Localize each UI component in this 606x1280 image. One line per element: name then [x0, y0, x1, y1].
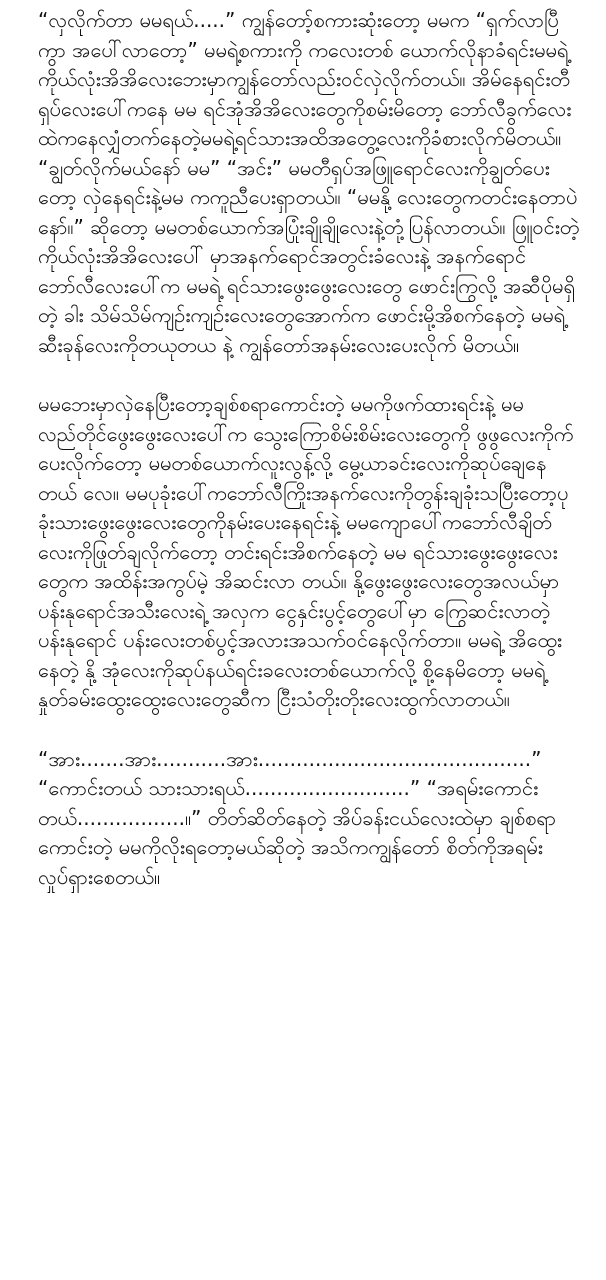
paragraph-2: မမဘေးမှာလှဲနေပြီးတော့ချစ်စရာကောင်းတဲ့ မမကိုဖက်ထားရင်းနဲ့ မမလည်တိုင်ဖွေးဖွေးလေးပေါ်က သွေးကြောစိမ်းစိမ်းလေးတွေကို ဖွဖွလေးကိုက်ပေးလိုက်တော့ မမတစ်ယောက်လူးလွန့်လို့ မွေ့ယာခင်းလေးကိုဆုပ်ချေနေတယ် လေ။ မမပုခုံးပေါ်ကဘော်လီကြိုးအနက်လေးကိုတွန်းချခုံးသပြီးတော့ပုခုံးသားဖွေးဖွေးလေးတွေကိုနမ်းပေးနေရင်းနဲ့ မမကျောပေါ်ကဘော်လီချိတ်လေးကိုဖြုတ်ချလိုက်တော့ တင်းရင်းအိစက်နေတဲ့ မမ ရင်သားဖွေးဖွေးလေးတွေက အထိန်းအကွပ်မဲ့ အိဆင်းလာ တယ်။ နို့ဖွေးဖွေးလေးတွေအလယ်မှာပန်းနုရောင်အသီးလေးရဲ့ အလှက ငွေနှင်းပွင့်တွေပေါ်မှာ ကြွေဆင်းလာတဲ့ပန်းနုရောင် ပန်းလေးတစ်ပွင့်အလားအသက်ဝင်နေလိုက်တာ။ မမရဲ့ အိထွေးနေတဲ့ နို့ အုံလေးကိုဆုပ်နယ်ရင်းခလေးတစ်ယောက်လို့ စို့နေမိတော့ မမရဲ့ နှုတ်ခမ်းထွေးထွေးလေးတွေဆီက ငြီးသံတိုးတိုးလေးထွက်လာတယ်။ [38, 392, 574, 711]
paragraph-1: “လှလိုက်တာ မမရယ်.....” ကျွန်တော့်စကားဆုံးတော့ မမက “ရှက်လာပြီကွာ အပေါ်လာတော့” မမရဲ့စကားကို ကလေးတစ် ယောက်လိုနာခံရင်းမမရဲ့ကိုယ်လုံးအိအိလေးဘေးမှာကျွန်တော်လည်းဝင်လှဲလိုက်တယ်။ အိမ်နေရင်းတီရှပ်လေးပေါ်ကနေ မမ ရင်အုံအိအိလေးတွေကိုစမ်းမိတော့ ဘော်လီခွက်လေးထဲကနေလျှံတက်နေတဲ့မမရဲ့ရင်သားအထိအတွေ့လေးကိုခံစားလိုက်မိတယ်။ “ချွတ်လိုက်မယ်နော် မမ” “အင်း” မမတီရှပ်အဖြူရောင်လေးကိုချွတ်ပေးတော့ လှဲနေရင်းနဲ့မမ ကကူညီပေးရှာတယ်။ “မမနို့ လေးတွေကတင်းနေတာပဲနော်။” ဆိုတော့ မမတစ်ယောက်အပြုံးချိုချိုလေးနဲ့တုံ့ပြန်လာတယ်။ ဖြူဝင်းတဲ့ ကိုယ်လုံးအိအိလေးပေါ် မှာအနက်ရောင်အတွင်းခံလေးနဲ့ အနက်ရောင်ဘော်လီလေးပေါ်က မမရဲ့ ရင်သားဖွေးဖွေးလေးတွေ ဖောင်းကြွလို့ အဆီပိုမရှိတဲ့ ခါး သိမ်သိမ်ကျဉ်းကျဉ်းလေးတွေအောက်က ဖောင်းမို့အိစက်နေတဲ့ မမရဲ့ ဆီးခုန်လေးကိုတယုတယ နဲ့ ကျွန်တော်အနမ်းလေးပေးလိုက် မိတယ်။ [38, 8, 580, 357]
paragraph-3: “အား.......အား...........အား...........................................” “ကောင်းတယ် သားသားရယ်..........................” “အရမ်းကောင်း တယ်.................။” တိတ်ဆိတ်နေတဲ့ အိပ်ခန်းငယ်လေးထဲမှာ ချစ်စရာကောင်းတဲ့ မမကိုလိုးရတော့မယ်ဆိုတဲ့ အသိကကျွန်တော် စိတ်ကိုအရမ်းလှုပ်ရှားစေတယ်။ [38, 746, 557, 889]
